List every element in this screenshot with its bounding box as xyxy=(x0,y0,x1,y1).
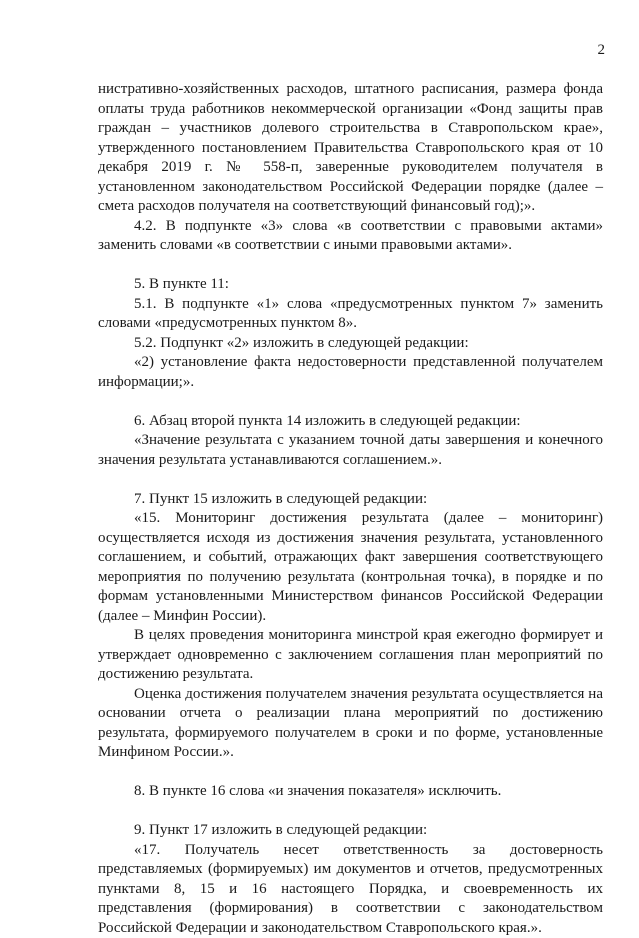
paragraph: 5. В пункте 11: xyxy=(98,275,603,295)
paragraph: «17. Получатель несет ответственность за достоверность представляемых (формируемых) им документов и отчетов, предусмотренных пунктами 8, 15 и 16 настоящего Порядка, и своевременность их представления (формирования) в соответствии с законодательством Российской Федерации и законодательством Ставропольского края.». xyxy=(98,841,603,938)
paragraph: 7. Пункт 15 изложить в следующей редакции: xyxy=(98,490,603,510)
paragraph: В целях проведения мониторинга минстрой края ежегодно формирует и утверждает одновременно с заключением соглашения план мероприятий по достижению результата. xyxy=(98,626,603,685)
paragraph: «2) установление факта недостоверности представленной получателем информации;». xyxy=(98,353,603,392)
page-number: 2 xyxy=(598,42,606,59)
document-body xyxy=(98,80,603,938)
paragraph: 9. Пункт 17 изложить в следующей редакции: xyxy=(98,821,603,841)
paragraph: нистративно-хозяйственных расходов, штатного расписания, размера фонда оплаты труда работников некоммерческой организации «Фонд защиты прав граждан – участников долевого строительства в Ставропольском крае», утвержденного постановлением Правительства Ставропольского края от 10 декабря 2019 г. № 558-п, заверенные руководителем получателя в установленном законодательством Российской Федерации порядке (далее – смета расходов получателя на соответствующий финансовый год);». xyxy=(98,80,603,217)
paragraph: 5.2. Подпункт «2» изложить в следующей редакции: xyxy=(98,334,603,354)
paragraph: 6. Абзац второй пункта 14 изложить в следующей редакции: xyxy=(98,412,603,432)
paragraph: Оценка достижения получателем значения результата осуществляется на основании отчета о реализации плана мероприятий по достижению результата, формируемого получателем в сроки и по форме, установленные Минфином России.». xyxy=(98,685,603,763)
paragraph: «Значение результата с указанием точной даты завершения и конечного значения результата устанавливаются соглашением.». xyxy=(98,431,603,470)
paragraph: 5.1. В подпункте «1» слова «предусмотренных пунктом 7» заменить словами «предусмотренных пунктом 8». xyxy=(98,295,603,334)
paragraph: 8. В пункте 16 слова «и значения показателя» исключить. xyxy=(98,782,603,802)
paragraph: «15. Мониторинг достижения результата (далее – мониторинг) осуществляется исходя из достижения значения результата, установленного соглашением, и событий, отражающих факт завершения соответствующего мероприятия по получению результата (контрольная точка), в порядке и по формам установленными Министерством финансов Российской Федерации (далее – Минфин России). xyxy=(98,509,603,626)
paragraph: 4.2. В подпункте «3» слова «в соответствии с правовыми актами» заменить словами «в соответствии с иными правовыми актами». xyxy=(98,217,603,256)
